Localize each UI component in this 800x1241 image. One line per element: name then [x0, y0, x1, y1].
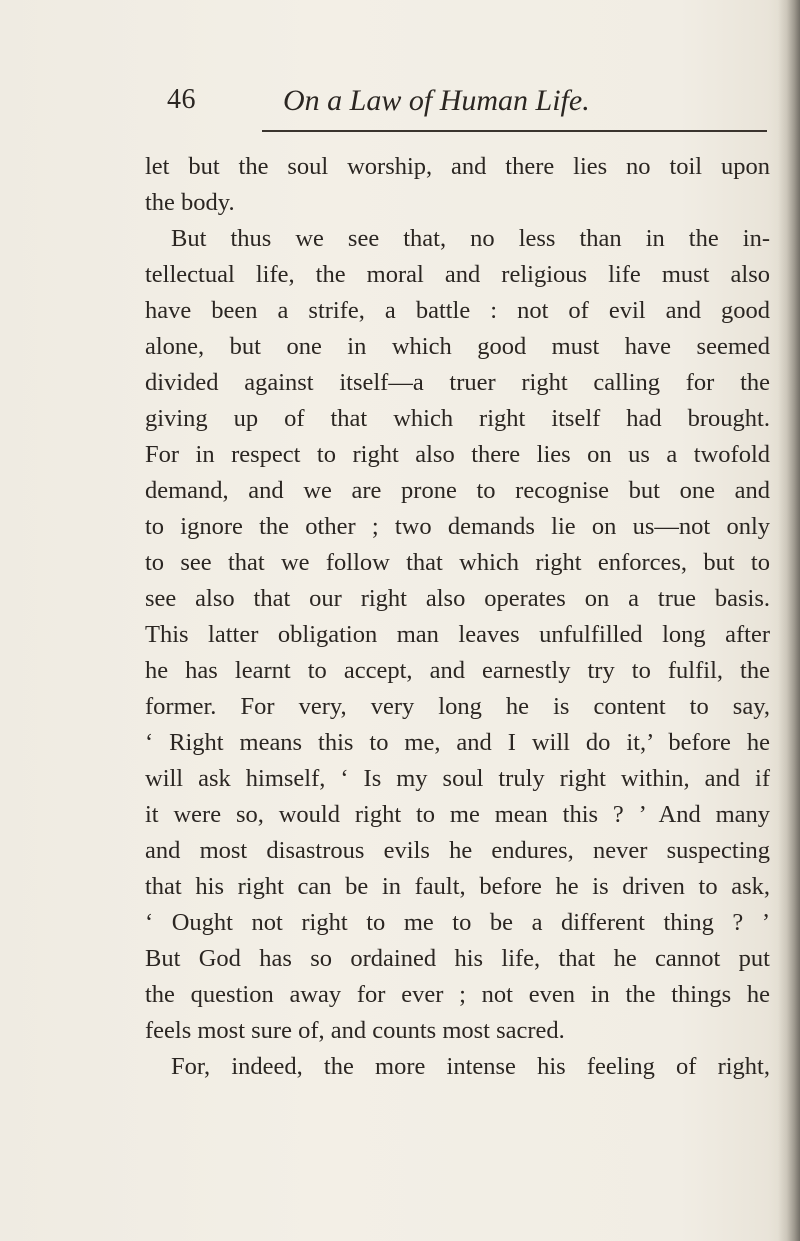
text-line: to see that we follow that which right enforces, but to: [145, 549, 770, 576]
page-edge-shadow: [778, 0, 800, 1241]
text-line: that his right can be in fault, before he is driven to ask,: [145, 873, 770, 900]
text-line: tellectual life, the moral and religious life must also: [145, 261, 770, 288]
text-line: see also that our right also operates on a true basis.: [145, 585, 770, 612]
text-line: it were so, would right to me mean this ? ’ And many: [145, 801, 770, 828]
running-title: On a Law of Human Life.: [283, 84, 590, 117]
text-line: alone, but one in which good must have seemed: [145, 333, 770, 360]
text-line: to ignore the other ; two demands lie on us—not only: [145, 513, 770, 540]
text-line: and most disastrous evils he endures, never suspecting: [145, 837, 770, 864]
text-line: ‘ Ought not right to me to be a different thing ? ’: [145, 909, 770, 936]
text-line: let but the soul worship, and there lies no toil upon: [145, 153, 770, 180]
text-line: ‘ Right means this to me, and I will do it,’ before he: [145, 729, 770, 756]
text-line: For, indeed, the more intense his feeling of right,: [171, 1053, 770, 1080]
text-line: This latter obligation man leaves unfulfilled long after: [145, 621, 770, 648]
page-header: [167, 84, 767, 124]
page-number: 46: [167, 84, 196, 115]
text-line: For in respect to right also there lies on us a twofold: [145, 441, 770, 468]
text-line: giving up of that which right itself had brought.: [145, 405, 770, 432]
body-text: [145, 149, 770, 1085]
text-line: the body.: [145, 189, 235, 216]
text-line: But God has so ordained his life, that he cannot put: [145, 945, 770, 972]
header-rule: [262, 130, 767, 132]
text-line: feels most sure of, and counts most sacred.: [145, 1017, 565, 1044]
text-line: the question away for ever ; not even in the things he: [145, 981, 770, 1008]
text-line: have been a strife, a battle : not of evil and good: [145, 297, 770, 324]
text-line: demand, and we are prone to recognise but one and: [145, 477, 770, 504]
text-line: he has learnt to accept, and earnestly try to fulfil, the: [145, 657, 770, 684]
text-line: will ask himself, ‘ Is my soul truly right within, and if: [145, 765, 770, 792]
text-line: But thus we see that, no less than in the in-: [171, 225, 770, 252]
text-line: former. For very, very long he is content to say,: [145, 693, 770, 720]
text-line: divided against itself—a truer right calling for the: [145, 369, 770, 396]
